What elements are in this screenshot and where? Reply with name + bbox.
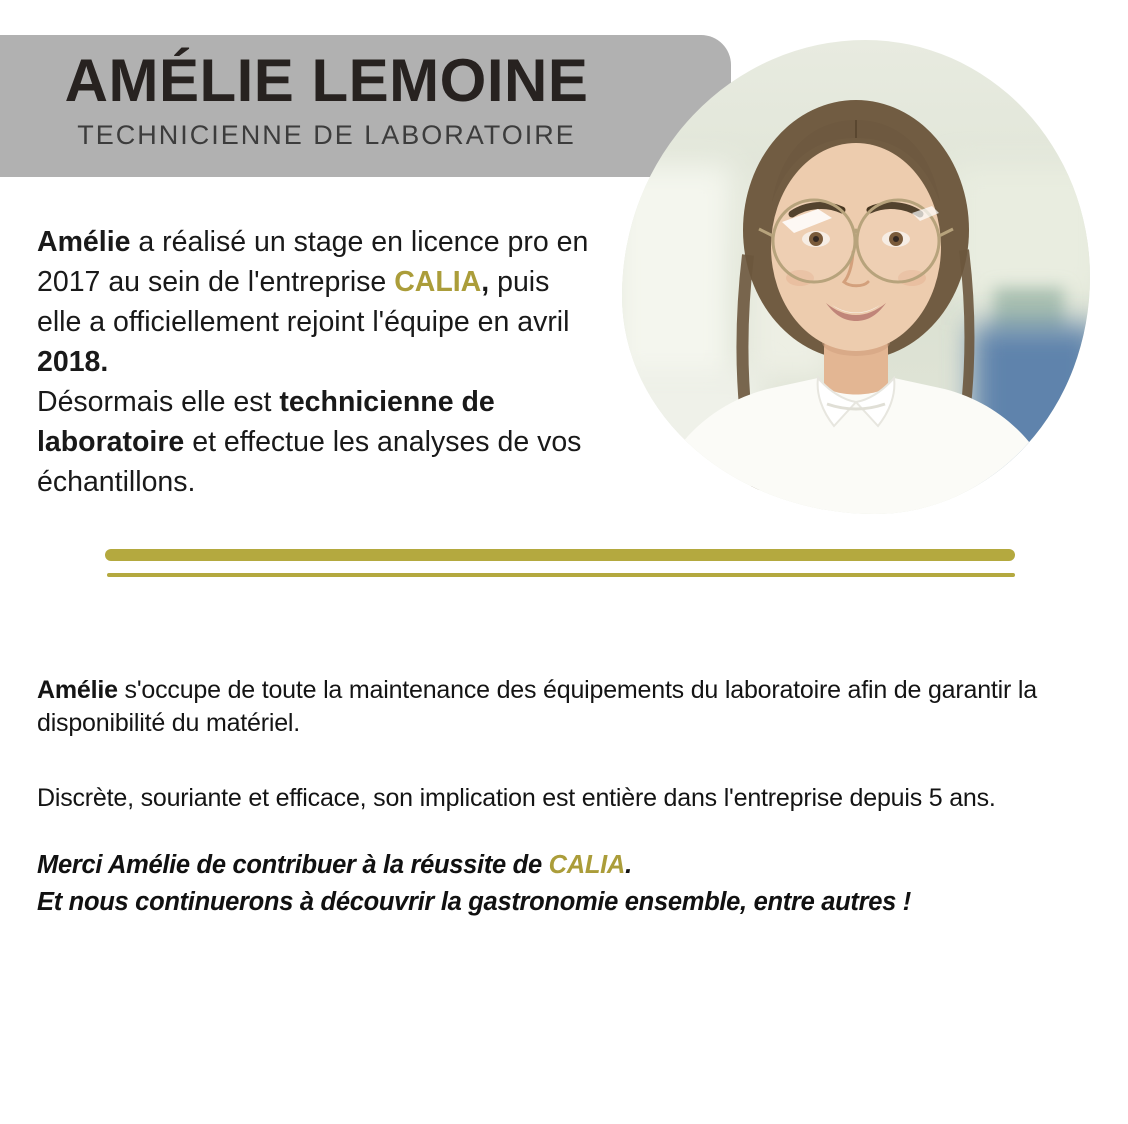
thanks-text-1: Merci Amélie de contribuer à la réussite de — [37, 851, 549, 879]
thanks-paragraph — [37, 847, 911, 921]
page-title: AMÉLIE LEMOINE — [64, 47, 589, 114]
intro-paragraph — [37, 222, 588, 502]
divider-thin — [107, 573, 1015, 577]
intro-year-bold: 2018. — [37, 346, 109, 378]
divider-thick — [105, 549, 1015, 561]
brand-calia: CALIA — [548, 851, 626, 879]
thanks-text-2: . — [625, 851, 632, 879]
qualities-paragraph: Discrète, souriante et efficace, son implication est entière dans l'entreprise depuis 5 ans. — [37, 784, 996, 812]
intro-text-1: a réalisé un stage en licence pro en — [130, 226, 589, 258]
maintenance-name-bold: Amélie — [37, 676, 118, 704]
thanks-text-3: Et nous continuerons à découvrir la gastronomie ensemble, entre autres ! — [37, 888, 911, 916]
intro-text-4: elle a officiellement rejoint l'équipe en avril — [37, 306, 570, 338]
intro-text-2: 2017 au sein de l'entreprise — [37, 266, 395, 298]
intro-text-6: et effectue les analyses de vos — [184, 426, 582, 458]
intro-text-3: puis — [489, 266, 550, 298]
intro-role-bold-2: laboratoire — [37, 426, 185, 458]
header-banner — [0, 35, 731, 177]
maintenance-paragraph — [37, 674, 1037, 740]
page-subtitle: TECHNICIENNE DE LABORATOIRE — [77, 120, 576, 151]
intro-text-7: échantillons. — [37, 466, 196, 498]
brand-calia: CALIA — [394, 266, 482, 298]
intro-comma-bold: , — [481, 266, 490, 298]
intro-role-bold-1: technicienne de — [279, 386, 495, 418]
maintenance-text-2: disponibilité du matériel. — [37, 709, 301, 737]
maintenance-text-1: s'occupe de toute la maintenance des équipements du laboratoire afin de garantir la — [117, 676, 1037, 704]
intro-text-5: Désormais elle est — [37, 386, 280, 418]
intro-name-bold: Amélie — [37, 226, 131, 258]
